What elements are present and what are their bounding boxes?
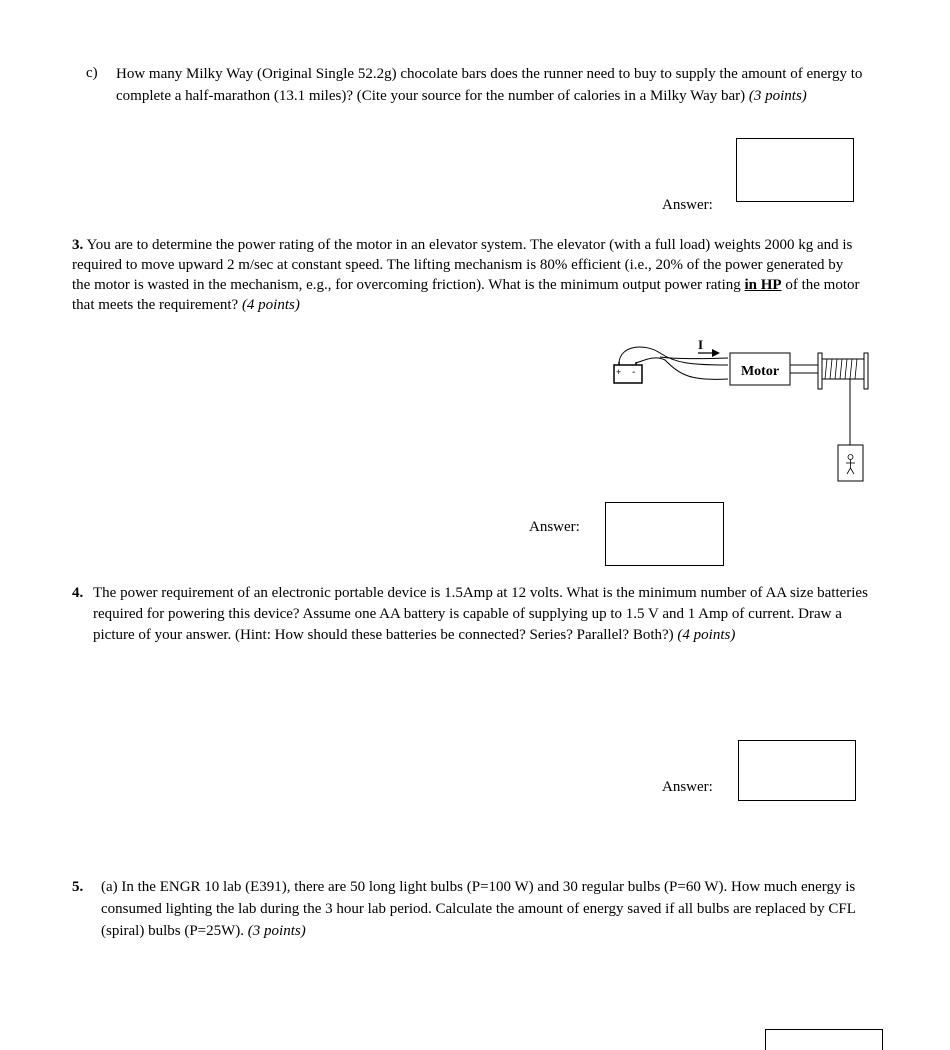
battery-icon [614, 362, 642, 383]
question-2c-body: How many Milky Way (Original Single 52.2g) chocolate bars does the runner need to buy to supply the amount of energy to complete a half-marathon (13.1 miles)? (Cite your source for the number of calories in a Milky Way bar) [116, 66, 863, 104]
question-2c-answer-label: Answer: [662, 197, 713, 213]
question-4-answer-label: Answer: [662, 779, 713, 795]
motor-label: Motor [740, 364, 780, 379]
question-3-answer-label: Answer: [529, 519, 580, 535]
wire-top [660, 357, 728, 359]
question-5-points: (3 points) [247, 923, 306, 939]
question-5-text [101, 876, 871, 942]
question-5-number: 5. [72, 879, 84, 895]
question-3-points: (4 points) [241, 297, 300, 313]
elevator-motor-diagram [600, 335, 880, 490]
question-2c-answer-box[interactable] [736, 138, 854, 202]
question-2c-points: (3 points) [748, 88, 807, 104]
battery-plus-label: + [616, 367, 622, 377]
question-4-body: The power requirement of an electronic portable device is 1.5Amp at 12 volts. What is the minimum number of AA size batteries required for powering this device? Assume one AA battery is capable of supplying up to 1.5 V and 1 Amp of current. Draw a picture of your answer. (Hint: How should these batteries be connected? Series? Parallel? Both?) [93, 585, 868, 643]
drum-icon [818, 353, 868, 389]
question-3-text-a: You are to determine the power rating of the motor in an elevator system. The elevator (with a full load) weights 2000 kg and is required to move upward 2 m/sec at constant speed. The lifting mechanism is 80% efficient (i.e., 20% of the power generated by the motor is wasted in the mechanism, e.g., for overcoming friction). What is the minimum output power rating [72, 237, 853, 293]
motor-shaft [790, 365, 820, 373]
question-3-answer-box[interactable] [605, 502, 724, 566]
question-4-text [93, 583, 871, 646]
question-3 [72, 235, 862, 315]
question-4-points: (4 points) [677, 627, 736, 643]
arrow-head-icon [712, 349, 720, 357]
question-2c-label: c) [86, 65, 98, 81]
current-label: I [698, 337, 704, 352]
question-4-number: 4. [72, 585, 84, 601]
question-4-answer-box[interactable] [738, 740, 856, 801]
question-3-emphasis: in HP [744, 277, 782, 293]
question-5-body: (a) In the ENGR 10 lab (E391), there are 50 long light bulbs (P=100 W) and 30 regular bulbs (P=60 W). How much energy is consumed lighting the lab during the 3 hour lab period. Calculate the amount of energy saved if all bulbs are replaced by CFL (spiral) bulbs (P=25W). [101, 879, 856, 939]
wire-negative [636, 358, 728, 379]
battery-minus-label: - [632, 367, 636, 378]
question-3-number: 3. [72, 237, 84, 253]
question-2c-text [116, 63, 876, 107]
question-3-text-b: of the motor that meets the requirement? [72, 277, 860, 313]
